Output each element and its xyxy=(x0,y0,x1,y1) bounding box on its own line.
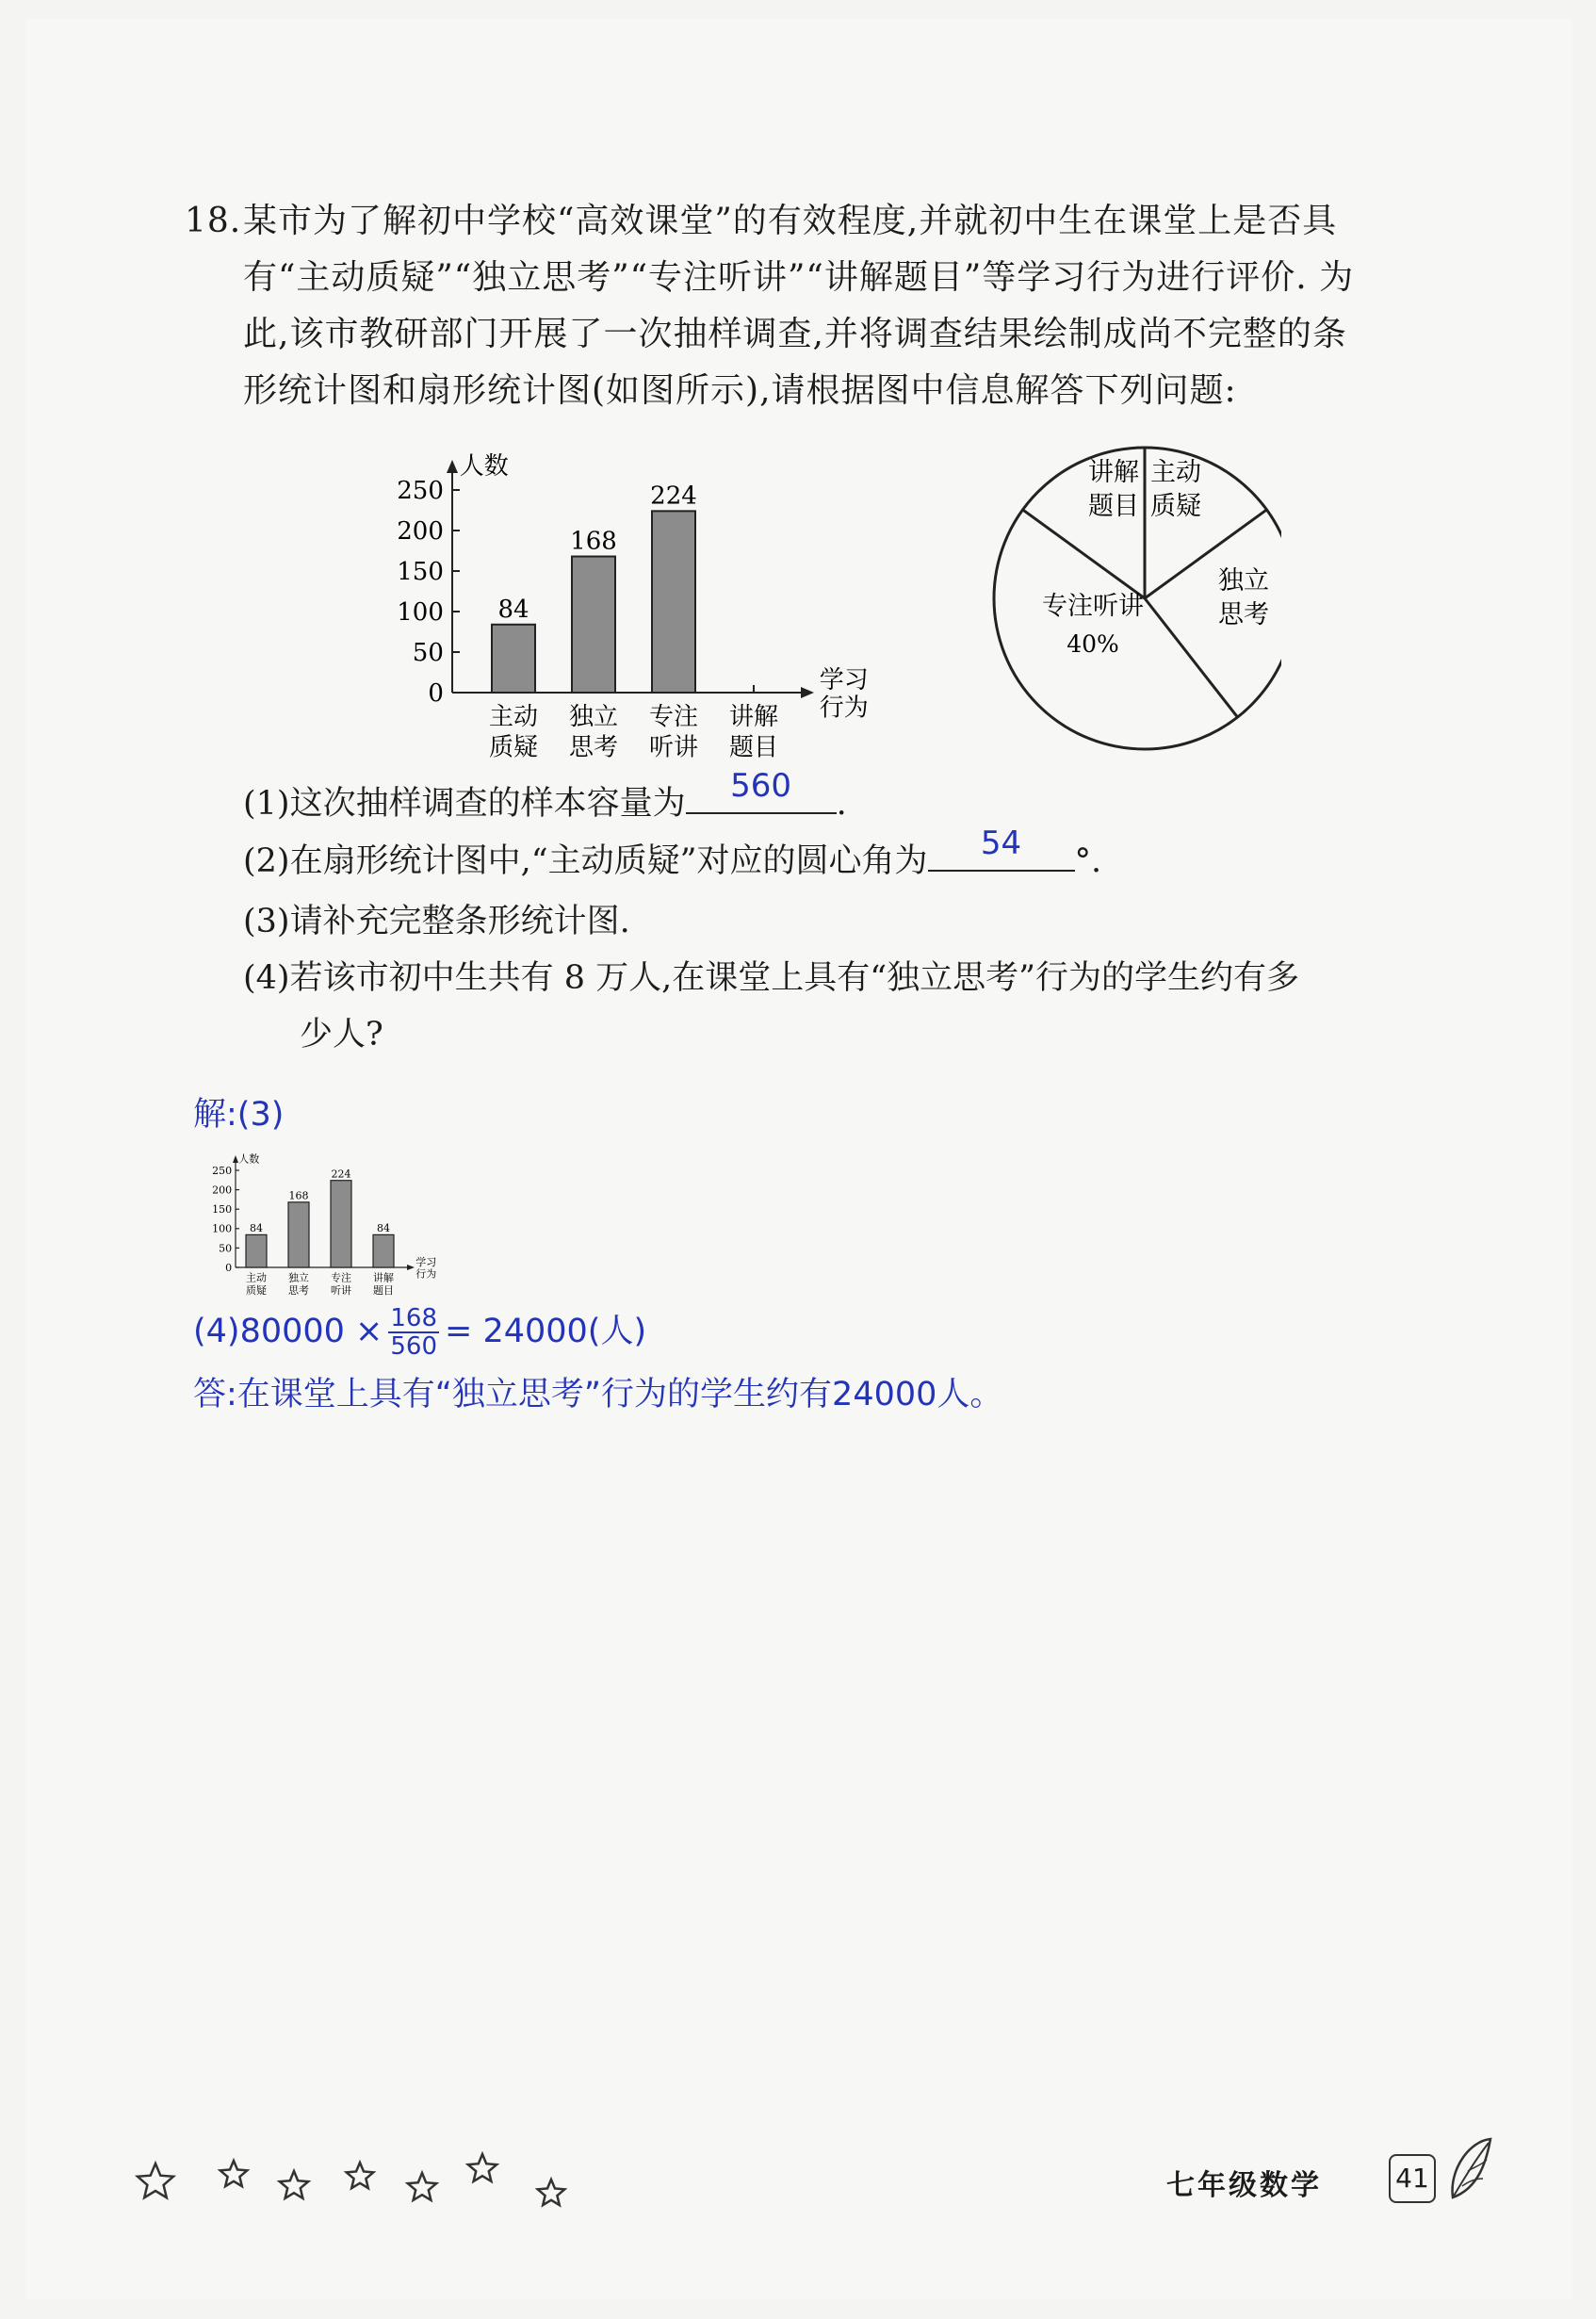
pie-chart xyxy=(989,433,1281,754)
bar-value-label: 168 xyxy=(570,527,617,556)
answer-2: 54 xyxy=(980,825,1022,862)
sub-question-2 xyxy=(243,825,1102,882)
pie-slice-edge xyxy=(1023,510,1145,598)
bar xyxy=(492,625,535,693)
sub-question-3: (3)请补充完整条形统计图. xyxy=(243,903,630,940)
sub-question-4-line-2: 少人? xyxy=(300,1016,383,1053)
x-axis-label: 学习 xyxy=(415,1255,437,1268)
y-tick-label: 150 xyxy=(212,1203,233,1217)
bar xyxy=(373,1234,394,1267)
category-label: 质疑 xyxy=(488,733,539,762)
sub-question-2-suffix: °. xyxy=(1074,842,1102,880)
x-axis-label: 行为 xyxy=(415,1267,437,1281)
y-tick-label: 100 xyxy=(397,598,444,628)
footer-grade: 七年级数学 xyxy=(1166,2169,1322,2202)
pie-slice-label: 思考 xyxy=(1218,600,1269,629)
bar xyxy=(331,1181,351,1267)
bar-value-label: 84 xyxy=(377,1222,390,1235)
pie-slice-label: 专注听讲 xyxy=(1042,592,1144,621)
page-number: 41 xyxy=(1389,2154,1436,2203)
bar xyxy=(652,511,695,693)
category-label: 主动 xyxy=(488,702,539,731)
sub-question-1-text: (1)这次抽样调查的样本容量为 xyxy=(243,785,686,823)
star-icon xyxy=(538,2180,565,2205)
pie-slice-label: 质疑 xyxy=(1150,492,1201,521)
bar-value-label: 224 xyxy=(331,1168,351,1181)
star-icon xyxy=(280,2171,308,2198)
y-tick-label: 50 xyxy=(219,1242,233,1255)
category-label: 主动 xyxy=(246,1271,267,1284)
x-axis-arrow xyxy=(407,1265,415,1270)
fraction xyxy=(388,1305,439,1360)
category-label: 讲解 xyxy=(728,702,779,731)
star-icon xyxy=(220,2161,248,2186)
y-tick-label: 250 xyxy=(212,1164,233,1177)
y-tick-label: 0 xyxy=(428,679,444,709)
question-line-4: 形统计图和扇形统计图(如图所示),请根据图中信息解答下列问题: xyxy=(243,371,1237,410)
y-tick-label: 150 xyxy=(397,558,444,587)
bar-value-label: 224 xyxy=(650,482,697,511)
pie-percent-label: 40% xyxy=(1067,630,1119,658)
solution-bar-chart xyxy=(193,1135,448,1310)
bar-value-label: 168 xyxy=(288,1189,309,1202)
y-axis-arrow xyxy=(447,460,458,473)
sub-question-4-line-1: (4)若该市初中生共有 8 万人,在课堂上具有“独立思考”行为的学生约有多 xyxy=(243,959,1300,997)
y-tick-label: 0 xyxy=(225,1261,233,1274)
leaf-icon xyxy=(1441,2131,1498,2207)
question-number: 18. xyxy=(185,202,242,240)
sub-question-2-text: (2)在扇形统计图中,“主动质疑”对应的圆心角为 xyxy=(243,842,928,880)
category-label: 独立 xyxy=(568,702,619,731)
answer-blank-2 xyxy=(928,825,1075,872)
star-icon xyxy=(408,2173,436,2200)
fraction-denominator: 560 xyxy=(390,1332,438,1361)
category-label: 思考 xyxy=(288,1284,309,1298)
y-tick-label: 250 xyxy=(397,477,444,506)
y-tick-label: 50 xyxy=(412,639,444,668)
category-label: 题目 xyxy=(728,733,779,762)
category-label: 听讲 xyxy=(331,1284,351,1298)
category-label: 专注 xyxy=(648,702,699,731)
sub-question-1-suffix: . xyxy=(836,785,847,823)
category-label: 质疑 xyxy=(246,1284,267,1298)
x-axis-label: 行为 xyxy=(819,694,869,723)
pie-slice-label: 主动 xyxy=(1150,458,1201,487)
bar xyxy=(246,1234,267,1267)
fraction-numerator: 168 xyxy=(390,1304,438,1332)
category-label: 讲解 xyxy=(373,1271,394,1284)
category-label: 听讲 xyxy=(648,733,699,762)
calc-prefix: (4)80000 × xyxy=(193,1313,383,1350)
y-axis-label: 人数 xyxy=(459,452,509,481)
x-axis-label: 学习 xyxy=(819,665,869,694)
star-icon xyxy=(468,2154,497,2181)
bar xyxy=(572,557,615,693)
bar-value-label: 84 xyxy=(497,595,529,624)
category-label: 思考 xyxy=(568,733,619,762)
solution-calculation xyxy=(193,1305,646,1360)
star-decoration xyxy=(122,2139,594,2214)
question-line-1: 某市为了解初中学校“高效课堂”的有效程度,并就初中生在课堂上是否具 xyxy=(243,202,1338,240)
x-axis-arrow xyxy=(801,687,814,698)
solution-answer: 答:在课堂上具有“独立思考”行为的学生约有24000人。 xyxy=(193,1376,1003,1413)
star-icon xyxy=(138,2164,173,2197)
category-label: 题目 xyxy=(373,1284,394,1298)
pie-slice-label: 独立 xyxy=(1218,566,1269,596)
y-axis-label: 人数 xyxy=(238,1152,260,1166)
y-tick-label: 200 xyxy=(212,1184,233,1197)
answer-blank-1 xyxy=(686,767,837,814)
pie-slice-label: 讲解 xyxy=(1088,458,1139,487)
calc-suffix: = 24000(人) xyxy=(445,1313,647,1350)
category-label: 专注 xyxy=(331,1271,351,1284)
sub-question-1 xyxy=(243,767,847,825)
question-line-3: 此,该市教研部门开展了一次抽样调查,并将调查结果绘制成尚不完整的条 xyxy=(243,315,1347,353)
y-tick-label: 200 xyxy=(397,517,444,547)
solution-header: 解:(3) xyxy=(193,1096,285,1134)
y-axis-arrow xyxy=(233,1155,238,1163)
y-tick-label: 100 xyxy=(212,1222,233,1235)
category-label: 独立 xyxy=(288,1271,309,1284)
star-icon xyxy=(347,2163,374,2188)
bar-value-label: 84 xyxy=(250,1222,263,1235)
question-line-2: 有“主动质疑”“独立思考”“专注听讲”“讲解题目”等学习行为进行评价. 为 xyxy=(243,258,1355,297)
bar-chart xyxy=(377,415,904,773)
bar xyxy=(288,1202,309,1267)
answer-1: 560 xyxy=(730,767,792,805)
pie-slice-label: 题目 xyxy=(1088,492,1139,521)
